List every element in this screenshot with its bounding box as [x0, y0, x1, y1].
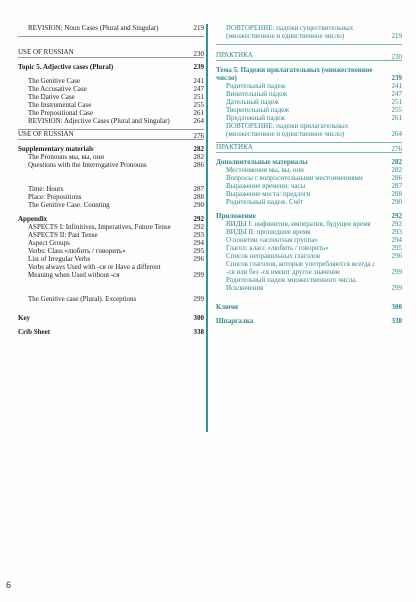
toc-entry-page: 287 — [193, 185, 204, 193]
page-number: 6 — [6, 580, 12, 590]
toc-entry-page: 288 — [391, 190, 402, 198]
toc-entry-page: 292 — [391, 212, 402, 220]
toc-entry-title: Родительный падеж. Счёт — [226, 198, 304, 206]
toc-entry-title: List of Irregular Verbs — [28, 255, 91, 263]
toc-entry-title: REVISION: Adjective Cases (Plural and Singular) — [28, 117, 170, 125]
toc-entry-page: 299 — [391, 284, 402, 292]
toc-entry-title: The Accusative Case — [28, 85, 87, 93]
section-rule — [18, 36, 204, 37]
toc-entry-title: The Genitive case (Plural). Exceptions — [28, 295, 137, 303]
toc-entry[interactable] — [216, 106, 402, 114]
toc-entry[interactable] — [216, 143, 402, 153]
toc-entry-page: 295 — [391, 244, 402, 252]
toc-entry-title: Выражение места: предлоги — [226, 190, 311, 198]
toc-entry[interactable] — [216, 82, 402, 90]
toc-russian-column — [216, 24, 402, 325]
toc-entry[interactable] — [18, 295, 204, 303]
toc-entry-page: 251 — [193, 93, 204, 101]
toc-entry-page: 292 — [391, 220, 402, 228]
section-rule — [216, 152, 402, 153]
toc-entry[interactable] — [18, 130, 204, 140]
toc-entry[interactable] — [216, 252, 402, 260]
toc-entry-page: 282 — [193, 145, 204, 153]
toc-entry[interactable] — [216, 166, 402, 174]
toc-entry-page: 230 — [391, 53, 402, 61]
toc-entry-page: 251 — [391, 98, 402, 106]
toc-entry-page: 294 — [193, 239, 204, 247]
toc-entry[interactable] — [18, 215, 204, 223]
toc-entry-page: 290 — [391, 198, 402, 206]
toc-entry[interactable] — [216, 198, 402, 206]
toc-entry[interactable] — [216, 182, 402, 190]
toc-entry[interactable] — [18, 231, 204, 239]
toc-entry-page: 290 — [193, 201, 204, 209]
toc-entry-page: 282 — [391, 166, 402, 174]
toc-entry-page: 293 — [391, 228, 402, 236]
toc-entry-title: Предложный падеж — [226, 114, 286, 122]
toc-entry-title: Crib Sheet — [18, 328, 51, 336]
toc-entry[interactable] — [216, 66, 402, 82]
toc-entry[interactable] — [216, 303, 402, 311]
toc-entry-title: Appendix — [18, 215, 48, 223]
toc-english-column — [18, 24, 204, 336]
toc-entry[interactable] — [216, 244, 402, 252]
section-rule — [216, 44, 402, 45]
toc-entry-title: ПОВТОРЕНИЕ: падежи существительных (множественное и единственное число) — [226, 24, 354, 40]
toc-entry-page: 288 — [193, 193, 204, 201]
toc-entry-page: 219 — [193, 24, 204, 32]
toc-entry[interactable] — [18, 77, 204, 85]
toc-entry-title: Verbs always Used with -ся or Have a different Meaning when Used without -ся — [28, 263, 161, 279]
toc-entry[interactable] — [18, 109, 204, 117]
toc-entry-page: 239 — [391, 74, 402, 82]
toc-entry-page: 299 — [391, 268, 402, 276]
toc-entry-page: 286 — [193, 161, 204, 169]
toc-entry-page: 247 — [193, 85, 204, 93]
toc-entry-title: The Instrumental Case — [28, 101, 92, 109]
toc-entry-title: USE OF RUSSIAN — [18, 48, 74, 56]
toc-entry-title: Questions with the Interrogative Pronouns — [28, 161, 147, 169]
toc-entry-page: 300 — [193, 314, 204, 322]
toc-entry-page: 293 — [193, 231, 204, 239]
toc-entry-title: Винительный падеж — [226, 90, 288, 98]
toc-entry[interactable] — [18, 185, 204, 193]
toc-entry-page: 299 — [193, 271, 204, 279]
toc-entry[interactable] — [18, 161, 204, 169]
toc-entry-title: Тема 5. Падежи прилагательных (множественное число) — [216, 66, 373, 82]
toc-entry[interactable] — [216, 220, 402, 228]
toc-entry-page: 292 — [193, 215, 204, 223]
column-divider — [206, 24, 208, 432]
toc-entry[interactable] — [18, 201, 204, 209]
toc-entry[interactable] — [216, 122, 402, 138]
toc-entry-title: ВИДЫ II: прошедшее время — [226, 228, 311, 236]
toc-entry-title: The Dative Case — [28, 93, 75, 101]
toc-entry-title: Aspect Groups — [28, 239, 70, 247]
toc-entry[interactable] — [216, 228, 402, 236]
toc-entry-title: ПОВТОРЕНИЕ: падежи прилагательных (множественное и единственное число) — [226, 122, 349, 138]
toc-entry-title: Родительный падеж — [226, 82, 286, 90]
toc-entry[interactable] — [216, 174, 402, 182]
toc-entry[interactable] — [18, 328, 204, 336]
toc-entry[interactable] — [18, 314, 204, 322]
toc-entry-page: 295 — [193, 247, 204, 255]
toc-entry-title: Key — [18, 314, 31, 322]
toc-entry-page: 264 — [193, 117, 204, 125]
toc-entry-title: Topic 5. Adjective cases (Plural) — [18, 63, 114, 71]
toc-entry-page: 241 — [391, 82, 402, 90]
toc-entry[interactable] — [18, 153, 204, 161]
toc-entry-page: 261 — [391, 114, 402, 122]
toc-entry-page: 296 — [193, 255, 204, 263]
toc-entry-page: 282 — [391, 158, 402, 166]
toc-entry-page: 276 — [391, 145, 402, 153]
toc-entry-page: 219 — [391, 32, 402, 40]
toc-entry[interactable] — [18, 145, 204, 153]
toc-entry[interactable] — [216, 276, 402, 292]
toc-entry[interactable] — [18, 93, 204, 101]
toc-entry-title: The Pronouns мы, вы, они — [28, 153, 104, 161]
toc-entry-title: Творительный падеж — [226, 106, 290, 114]
toc-entry-title: Ключи — [216, 303, 239, 311]
toc-entry-page: 255 — [193, 101, 204, 109]
toc-entry-title: The Prepositional Case — [28, 109, 93, 117]
toc-entry-title: Дательный падеж — [226, 98, 279, 106]
toc-entry-title: Вопросы с вопросительными местоимениями — [226, 174, 363, 182]
toc-entry-page: 338 — [193, 328, 204, 336]
toc-entry[interactable] — [216, 24, 402, 40]
toc-entry[interactable] — [18, 263, 204, 279]
toc-entry-title: Список глаголов, которые употребляются всегда с -ся или без -ся имеют другое значение — [226, 260, 376, 276]
toc-entry-page: 261 — [193, 109, 204, 117]
toc-entry[interactable] — [18, 24, 204, 32]
toc-entry-title: ASPECTS II: Past Tense — [28, 231, 98, 239]
toc-entry-page: 255 — [391, 106, 402, 114]
toc-entry-title: Местоимения мы, вы, они — [226, 166, 304, 174]
toc-entry-page: 296 — [391, 252, 402, 260]
toc-entry-title: Verbs: Class «любить / говорить» — [28, 247, 126, 255]
toc-entry[interactable] — [18, 48, 204, 58]
toc-entry-page: 282 — [193, 153, 204, 161]
toc-entry-title: USE OF RUSSIAN — [18, 130, 74, 138]
toc-entry-title: Time: Hours — [28, 185, 64, 193]
toc-entry-title: О понятии «аспектная группа» — [226, 236, 318, 244]
toc-entry-title: Родительный падеж множественного числа. Исключения — [226, 276, 357, 292]
toc-entry-title: Приложение — [216, 212, 256, 220]
section-rule — [216, 60, 402, 61]
toc-entry-page: 299 — [193, 295, 204, 303]
toc-entry-page: 286 — [391, 174, 402, 182]
toc-entry-page: 239 — [193, 63, 204, 71]
toc-entry-page: 230 — [193, 50, 204, 58]
toc-entry-page: 241 — [193, 77, 204, 85]
toc-entry-title: Список неправильных глаголов — [226, 252, 321, 260]
toc-entry[interactable] — [216, 236, 402, 244]
toc-entry[interactable] — [18, 247, 204, 255]
toc-entry-title: Place: Prepositions — [28, 193, 82, 201]
toc-entry-title: Дополнительные материалы — [216, 158, 308, 166]
toc-entry[interactable] — [216, 158, 402, 166]
toc-entry[interactable] — [18, 85, 204, 93]
toc-entry-title: The Genitive Case — [28, 77, 81, 85]
toc-entry[interactable] — [18, 117, 204, 125]
toc-entry[interactable] — [216, 260, 402, 276]
toc-entry-title: ПРАКТИКА — [216, 51, 253, 59]
toc-entry-title: ASPECTS I: Infinitives, Imperatives, Future Tense — [28, 223, 171, 231]
toc-entry[interactable] — [18, 223, 204, 231]
toc-entry[interactable] — [18, 63, 204, 71]
toc-entry-page: 247 — [391, 90, 402, 98]
toc-entry[interactable] — [216, 98, 402, 106]
toc-entry-title: ВИДЫ I: инфинитив, императив, будущее время — [226, 220, 371, 228]
toc-entry[interactable] — [216, 212, 402, 220]
toc-entry[interactable] — [216, 190, 402, 198]
toc-entry-page: 294 — [391, 236, 402, 244]
toc-entry-title: Выражение времени: часы — [226, 182, 306, 190]
toc-entry[interactable] — [216, 51, 402, 61]
toc-entry[interactable] — [18, 193, 204, 201]
toc-entry-title: Supplementary materials — [18, 145, 94, 153]
section-rule — [18, 139, 204, 140]
toc-entry-page: 338 — [391, 317, 402, 325]
toc-entry[interactable] — [216, 90, 402, 98]
toc-entry-title: Шпаргалка — [216, 317, 254, 325]
toc-entry-page: 300 — [391, 303, 402, 311]
toc-entry[interactable] — [18, 239, 204, 247]
toc-entry-title: REVISION: Noun Cases (Plural and Singular) — [28, 24, 159, 32]
toc-entry-page: 276 — [193, 132, 204, 140]
section-rule — [18, 57, 204, 58]
toc-entry[interactable] — [18, 255, 204, 263]
toc-entry[interactable] — [216, 317, 402, 325]
toc-entry-title: Глагол: класс «любить / говорить» — [226, 244, 329, 252]
toc-entry-title: ПРАКТИКА — [216, 143, 253, 151]
toc-entry[interactable] — [216, 114, 402, 122]
toc-entry-page: 287 — [391, 182, 402, 190]
toc-entry[interactable] — [18, 101, 204, 109]
toc-entry-page: 264 — [391, 130, 402, 138]
toc-entry-title: The Genitive Case. Counting — [28, 201, 110, 209]
toc-entry-page: 292 — [193, 223, 204, 231]
